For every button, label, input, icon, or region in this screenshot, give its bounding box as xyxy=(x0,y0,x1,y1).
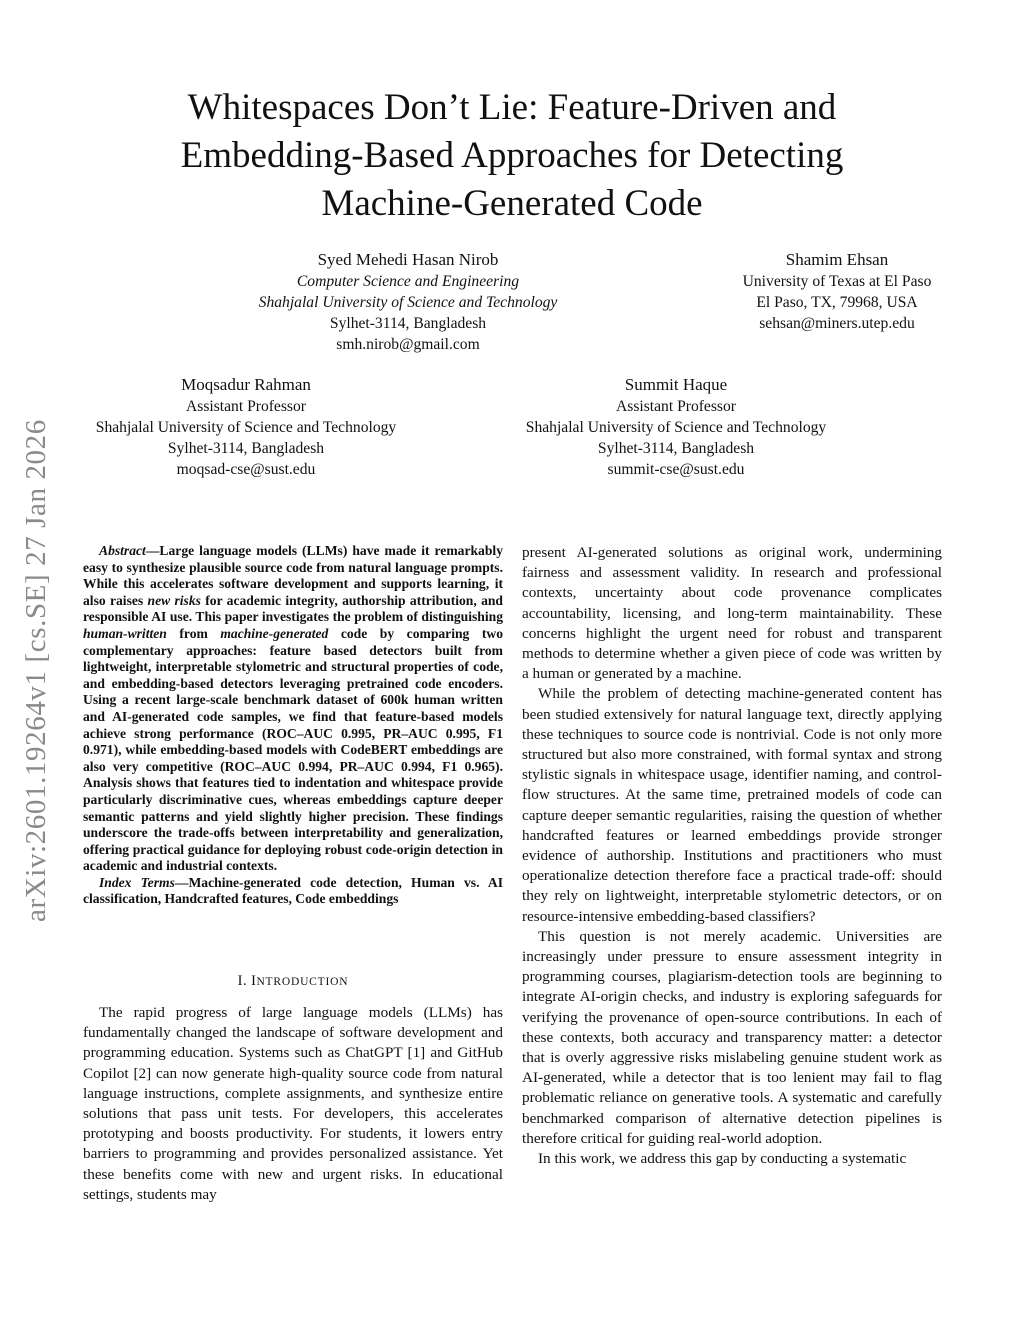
author-location: El Paso, TX, 79968, USA xyxy=(756,294,918,311)
author-location: Sylhet-3114, Bangladesh xyxy=(167,440,325,457)
section-heading xyxy=(83,973,503,990)
abstract-label: Abstract xyxy=(99,543,146,558)
paragraph-continued: present AI-generated solutions as original work, undermining fairness and assessment validity. In research and professional contexts, uncertainty about code provenance complicates accountability, licensing, and long-term maintainability. These concerns highlight the urgent need for robust and transparent methods to determine whether a given piece of code was written by a human or generated by a machine. xyxy=(522,544,942,683)
author-role: Assistant Professor xyxy=(186,398,306,415)
abstract-text: from xyxy=(166,625,221,641)
abstract-text: for academic integrity, authorship attribution, and responsible AI use. This paper investigates the problem of distinguishing xyxy=(83,592,503,625)
abstract xyxy=(83,543,503,908)
paragraph: The rapid progress of large language models (LLMs) has fundamentally changed the landscape of software development and programming education. Systems such as ChatGPT [1] and GitHub Copilot [2] can now generate high-quality source code from natural language instructions, complete assignments, and synthesize entire solutions that pass unit tests. For developers, this accelerates prototyping and boosts productivity. For students, it lowers entry barriers to programming and provides personalized assistance. Yet these benefits come with new and urgent risks. In educational settings, students may xyxy=(83,1004,503,1203)
index-terms xyxy=(83,875,503,908)
author-location: Sylhet-3114, Bangladesh xyxy=(597,440,755,457)
section-number: I. I xyxy=(237,973,257,989)
author-name: Moqsadur Rahman xyxy=(181,375,311,394)
abstract-paragraph xyxy=(83,543,503,875)
author-name: Shamim Ehsan xyxy=(785,250,889,269)
paragraph: In this work, we address this gap by conducting a systematic xyxy=(538,1150,907,1168)
abstract-emphasis: machine-generated xyxy=(220,625,329,641)
author-department: Computer Science and Engineering xyxy=(296,273,520,290)
author-location: Sylhet-3114, Bangladesh xyxy=(329,315,487,332)
index-terms-text: —Machine-generated code detection, Human vs. AI classification, Handcrafted features, Code embeddings xyxy=(83,874,503,907)
author-affiliation: Shahjalal University of Science and Technology xyxy=(525,419,827,436)
author-name: Summit Haque xyxy=(624,375,728,394)
abstract-text: —Large language models (LLMs) have made it remarkably easy to synthesize plausible source code from natural language prompts. While this accelerates software development and supports learning, it also raises xyxy=(83,543,503,608)
author-block-3 xyxy=(70,374,422,480)
author-affiliation: Shahjalal University of Science and Technology xyxy=(258,294,558,311)
abstract-emphasis: human-written xyxy=(83,625,167,641)
author-email: sehsan@miners.utep.edu xyxy=(759,315,915,332)
introduction-column xyxy=(83,1003,503,1205)
abstract-emphasis: new risks xyxy=(147,592,201,608)
author-block-1 xyxy=(208,249,608,355)
author-role: Assistant Professor xyxy=(616,398,736,415)
author-name: Syed Mehedi Hasan Nirob xyxy=(317,250,499,269)
section-title: NTRODUCTION xyxy=(256,976,349,988)
author-block-4 xyxy=(500,374,852,480)
author-affiliation: Shahjalal University of Science and Technology xyxy=(95,419,397,436)
paper-title: Whitespaces Don’t Lie: Feature-Driven and Embedding-Based Approaches for Detecting Machine-Generated Code xyxy=(180,87,844,224)
author-email: moqsad-cse@sust.edu xyxy=(176,461,316,478)
paragraph: This question is not merely academic. Universities are increasingly under pressure to ensure assessment integrity in programming courses, plagiarism-detection tools are beginning to integrate AI-origin checks, and industry is exploring safeguards for verifying the provenance of open-source contributions. In each of these contexts, both accuracy and transparency matter: a detector that is overly aggressive risks mislabeling genuine student work as AI-generated, while a detector that is too lenient may fail to flag problematic reliance on generative tools. A systematic and carefully benchmarked comparison of alternative detection pipelines is therefore critical for guiding real-world adoption. xyxy=(522,927,942,1147)
author-block-2 xyxy=(712,249,962,334)
abstract-text: code by comparing two complementary approaches: feature based detectors built from lightweight, interpretable stylometric and structural properties of code, and embedding-based detectors leveraging pretrained code encoders. Using a recent large-scale benchmark dataset of 600k human written and AI-generated code samples, we find that feature-based models achieve strong performance (ROC–AUC 0.995, PR–AUC 0.995, F1 0.971), while embedding-based models with CodeBERT embeddings are also very competitive (ROC–AUC 0.994, PR–AUC 0.994, F1 0.965). Analysis shows that features tied to indentation and whitespace provide particularly discriminative cues, whereas embeddings capture deeper semantic patterns and yield slightly higher precision. These findings underscore the trade-offs between interpretability and generalization, offering practical guidance for deploying robust code-origin detection in academic and industrial contexts. xyxy=(83,625,504,874)
paragraph: While the problem of detecting machine-generated content has been studied extensively for natural language text, directly applying these techniques to source code is nontrivial. Code is not only more structured but also more constrained, with formal syntax and strong stylistic signals in whitespace usage, identifier naming, and control-flow structures. At the same time, pretrained models of code can capture deeper semantic regularities, raising the question of whether handcrafted features or learned embeddings provide stronger evidence of authorship. Institutions and practitioners who must operationalize detection therefore face a practical trade-off: should they rely on lightweight, interpretable stylometric detectors, or on resource-intensive embedding-based classifiers? xyxy=(522,685,942,925)
index-terms-label: Index Terms xyxy=(99,874,175,890)
right-column xyxy=(522,543,942,1169)
arxiv-stamp: arXiv:2601.19264v1 [cs.SE] 27 Jan 2026 xyxy=(20,419,52,923)
author-email: smh.nirob@gmail.com xyxy=(336,336,480,353)
author-affiliation: University of Texas at El Paso xyxy=(742,273,932,290)
author-email: summit-cse@sust.edu xyxy=(607,461,745,478)
